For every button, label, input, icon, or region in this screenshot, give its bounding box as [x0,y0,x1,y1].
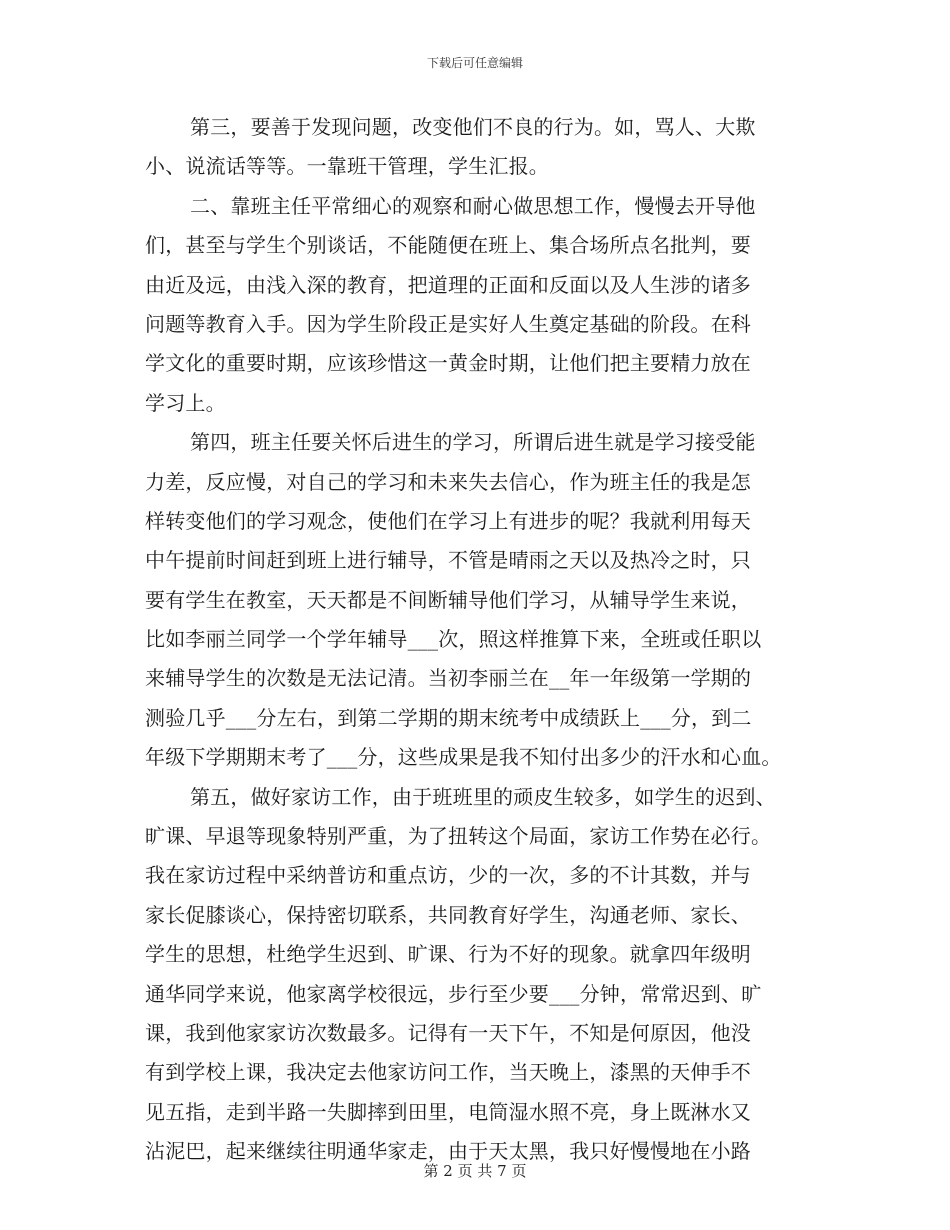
text-line: 学生的思想，杜绝学生迟到、旷课、行为不好的现象。就拿四年级明 [145,942,751,967]
text-line: 样转变他们的学习观念，使他们在学习上有进步的呢？我就利用每天 [145,508,751,533]
text-line: 沾泥巴，起来继续往明通华家走，由于天太黑，我只好慢慢地在小路 [145,1139,751,1164]
text-line: 比如李丽兰同学一个学年辅导___次，照这样推算下来，全班或任职以 [145,627,762,652]
text-line: 通华同学来说，他家离学校很远，步行至少要___分钟，常常迟到、旷 [145,981,762,1006]
text-line: 来辅导学生的次数是无法记清。当初李丽兰在__年一年级第一学期的 [145,666,752,691]
text-line: 中午提前时间赶到班上进行辅导，不管是晴雨之天以及热冷之时，只 [145,548,751,573]
document-body [145,108,805,1172]
text-line: 学文化的重要时期，应该珍惜这一黄金时期，让他们把主要精力放在 [145,351,751,376]
text-line: 第五，做好家访工作，由于班班里的顽皮生较多，如学生的迟到、 [190,784,776,809]
text-line: 由近及远，由浅入深的教育，把道理的正面和反面以及人生涉的诸多 [145,272,751,297]
page-number: 第 2 页 共 7 页 [423,1162,527,1180]
text-line: 第三，要善于发现问题，改变他们不良的行为。如，骂人、大欺 [190,115,756,139]
header-note: 下载后可任意编辑 [426,56,523,70]
text-line: 见五指，走到半路一失脚摔到田里，电筒湿水照不亮，身上既淋水又 [145,1099,751,1124]
text-line: 问题等教育入手。因为学生阶段正是实好人生奠定基础的阶段。在科 [145,311,751,336]
text-line: 小、说流话等等。一靠班干管理，学生汇报。 [145,154,549,179]
text-line: 学习上。 [145,390,226,415]
text-line: 课，我到他家家访次数最多。记得有一天下午，不知是何原因，他没 [145,1020,751,1045]
text-line: 们，甚至与学生个别谈话，不能随便在班上、集合场所点名批判，要 [145,233,751,258]
text-line: 测验几乎___分左右，到第二学期的期末统考中成绩跃上___分，到二 [145,705,752,730]
text-line: 要有学生在教室，天天都是不间断辅导他们学习，从辅导学生来说， [145,587,751,612]
text-line: 家长促膝谈心，保持密切联系，共同教育好学生，沟通老师、家长、 [145,902,751,927]
text-line: 有到学校上课，我决定去他家访问工作，当天晚上，漆黑的天伸手不 [145,1060,751,1085]
text-line: 二、靠班主任平常细心的观察和耐心做思想工作，慢慢去开导他 [190,193,756,218]
text-line: 旷课、早退等现象特别严重，为了扭转这个局面，家访工作势在必行。 [145,824,772,849]
text-line: 年级下学期期末考了___分，这些成果是我不知付出多少的汗水和心血。 [145,745,782,770]
text-line: 第四，班主任要关怀后进生的学习，所谓后进生就是学习接受能 [190,430,756,455]
text-line: 力差，反应慢，对自己的学习和未来失去信心，作为班主任的我是怎 [145,469,751,494]
page-header [0,54,950,71]
text-line: 我在家访过程中采纳普访和重点访，少的一次，多的不计其数，并与 [145,863,751,888]
page-footer [0,1160,950,1181]
